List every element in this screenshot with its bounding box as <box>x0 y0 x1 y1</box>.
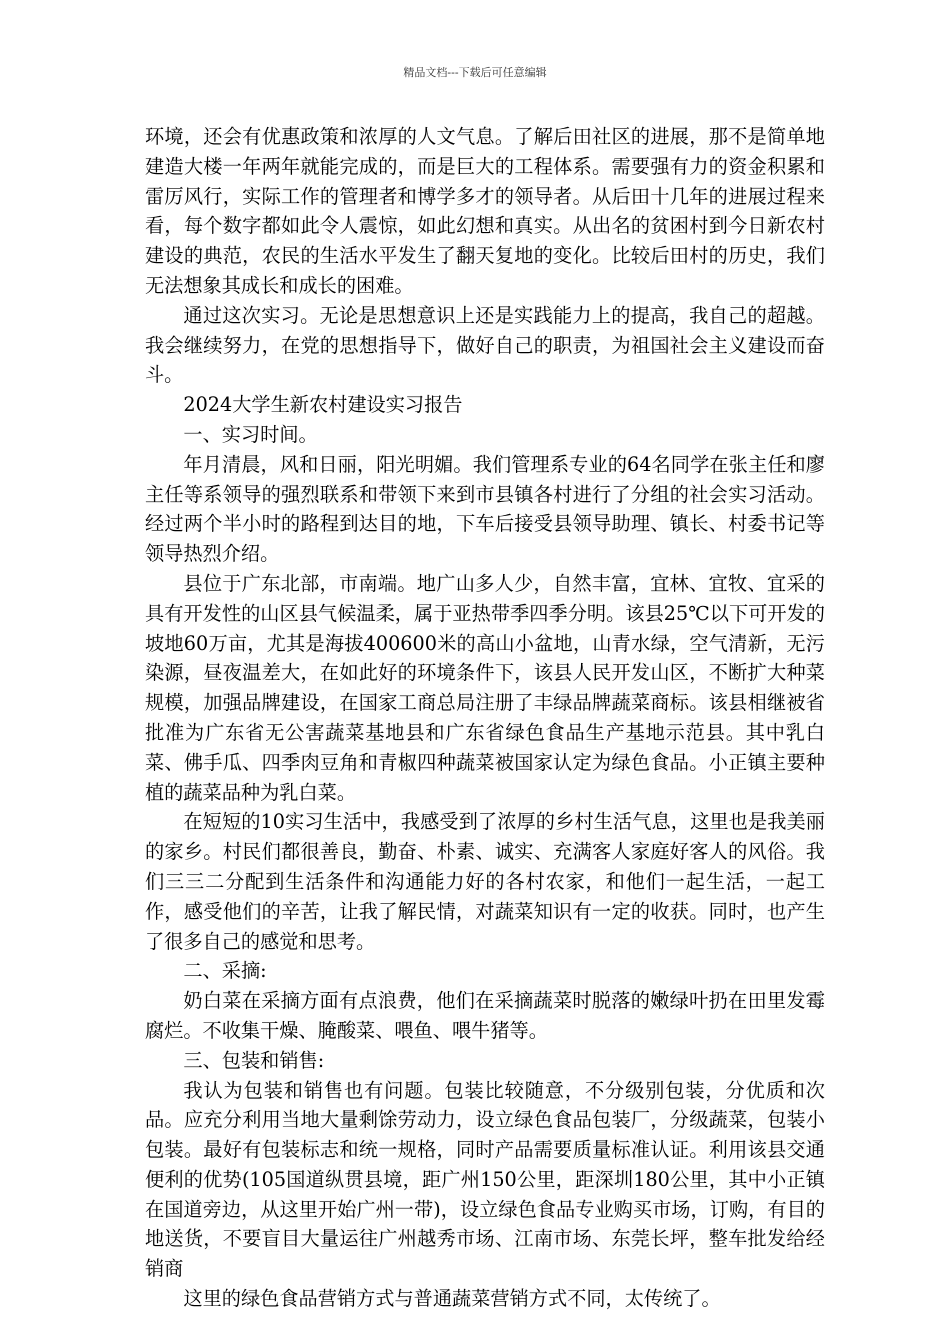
section-heading: 一、实习时间。 <box>183 422 318 446</box>
report-title: 2024大学生新农村建设实习报告 <box>183 393 463 417</box>
section-heading: 二、采摘: <box>183 959 267 983</box>
page-header: 精品文档---下载后可任意编辑 <box>403 66 547 79</box>
paragraph: 年月清晨，风和日丽，阳光明媚。我们管理系专业的64名同学在张主任和廖主任等系领导的强烈联系和带领下来到市县镇各村进行了分组的社会实习活动。经过两个半小时的路程到达目的地，下车后接受县领导助理、镇长、村委书记等领导热烈介绍。 <box>145 452 825 566</box>
section-heading: 三、包装和销售: <box>183 1048 325 1072</box>
paragraph: 我认为包装和销售也有问题。包装比较随意，不分级别包装，分优质和次品。应充分利用当地大量剩馀劳动力，设立绿色食品包装厂，分级蔬菜，包装小包装。最好有包装标志和统一规格，同时产品需要质量标准认证。利用该县交通便利的优势(105国道纵贯县境，距广州150公里，距深圳180公里，其中小正镇在国道旁边，从这里开始广州一带)，设立绿色食品专业购买市场，订购，有目的地送货，不要盲目大量运往广州越秀市场、江南市场、东莞长坪，整车批发给经销商 <box>145 1078 825 1281</box>
document-body <box>145 122 825 1314</box>
paragraph: 县位于广东北部，市南端。地广山多人少，自然丰富，宜林、宜牧、宜采的具有开发性的山区县气候温柔，属于亚热带季四季分明。该县25℃以下可开发的坡地60万亩，尤其是海拔400600米的高山小盆地，山青水绿，空气清新，无污染源，昼夜温差大，在如此好的环境条件下，该县人民开发山区，不断扩大种菜规模，加强品牌建设，在国家工商总局注册了丰绿品牌蔬菜商标。该县相继被省批准为广东省无公害蔬菜基地县和广东省绿色食品生产基地示范县。其中乳白菜、佛手瓜、四季肉豆角和青椒四种蔬菜被国家认定为绿色食品。小正镇主要种植的蔬菜品种为乳白菜。 <box>145 571 825 804</box>
paragraph: 环境，还会有优惠政策和浓厚的人文气息。了解后田社区的进展，那不是简单地建造大楼一年两年就能完成的，而是巨大的工程体系。需要强有力的资金积累和雷厉风行，实际工作的管理者和博学多才的领导者。从后田十几年的进展过程来看，每个数字都如此令人震惊，如此幻想和真实。从出名的贫困村到今日新农村建设的典范，农民的生活水平发生了翻天复地的变化。比较后田村的历史，我们无法想象其成长和成长的困难。 <box>145 125 825 297</box>
paragraph: 在短短的10实习生活中，我感受到了浓厚的乡村生活气息，这里也是我美丽的家乡。村民们都很善良，勤奋、朴素、诚实、充满客人家庭好客人的风俗。我们三三二分配到生活条件和沟通能力好的各村农家，和他们一起生活，一起工作，感受他们的辛苦，让我了解民情，对蔬菜知识有一定的收获。同时，也产生了很多自己的感觉和思考。 <box>145 810 825 953</box>
paragraph: 奶白菜在采摘方面有点浪费，他们在采摘蔬菜时脱落的嫩绿叶扔在田里发霉腐烂。不收集干燥、腌酸菜、喂鱼、喂牛猪等。 <box>145 989 825 1042</box>
paragraph: 通过这次实习。无论是思想意识上还是实践能力上的提高，我自己的超越。我会继续努力，在党的思想指导下，做好自己的职责，为祖国社会主义建设而奋斗。 <box>145 303 825 387</box>
paragraph: 这里的绿色食品营销方式与普通蔬菜营销方式不同，太传统了。 <box>183 1287 721 1311</box>
